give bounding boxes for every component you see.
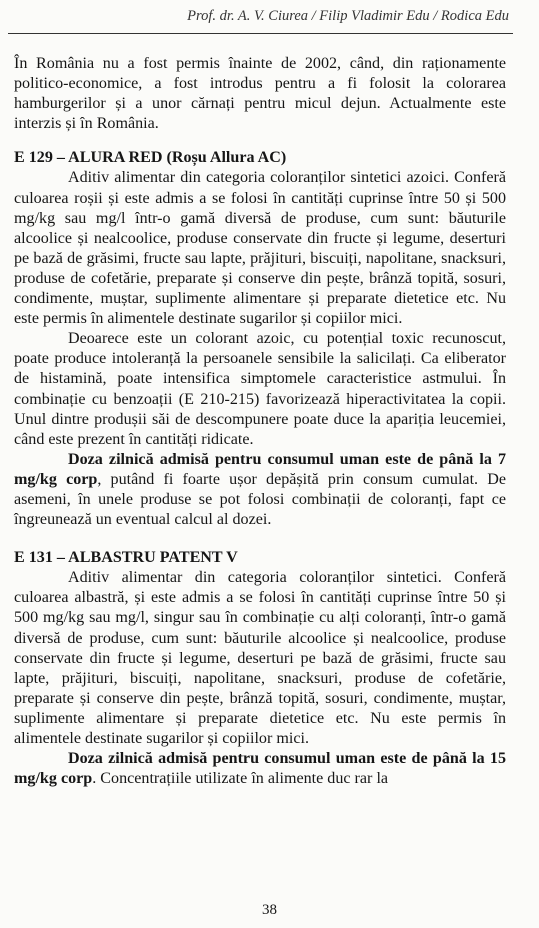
e129-dose-bold: Doza zilnică admisă pentru consumul uman este de până la 7 mg/kg corp bbox=[14, 450, 506, 488]
section-heading-e131: E 131 – ALBASTRU PATENT V bbox=[14, 549, 238, 567]
intro-paragraph: În România nu a fost permis înainte de 2002, când, din raționamente politico-economice, a fost introdus pentru a fi folosit la colorarea hamburgerilor și a unor cărnați pentru micul dejun. Actualmente este interzis și în România. bbox=[14, 55, 506, 133]
e129-paragraph-1: Aditiv alimentar din categoria coloranților sintetici azoici. Conferă culoarea roșii și este admis a se folosi în cantități cuprinse între 50 și 500 mg/kg sau mg/l într-o gamă diversă de produse, cum sunt: băuturile alcoolice și nealcoolice, produse conservate din fructe și legume, deserturi pe bază de grăsimi, fructe sau lapte, prăjituri, biscuiți, napolitane, snacksuri, produse de cofetărie, preparate și conserve din pește, brânză topită, sosuri, condimente, muștar, suplimente alimentare și preparate dietetice etc. Nu este permis în alimentele destinate sugarilor și copiilor mici. bbox=[14, 169, 506, 328]
section-heading-e129: E 129 – ALURA RED (Roșu Allura AC) bbox=[14, 149, 287, 167]
e129-dose-rest: , putând fi foarte ușor depășită prin consum cumulat. De asemeni, în unele produse se pot folosi combinații de coloranți, fapt ce îngreunează un eventual calcul al dozei. bbox=[14, 470, 506, 529]
running-header: Prof. dr. A. V. Ciurea / Filip Vladimir Edu / Rodica Edu bbox=[187, 8, 509, 24]
e129-paragraph-2: Deoarece este un colorant azoic, cu potențial toxic recunoscut, poate produce intoleranță la persoanele sensibile la salicilați. Ca eliberator de histamină, poate intensifica simptomele caracteristice astmului. În combinație cu benzoații (E 210-215) favorizează hiperactivitatea la copii. Unul dintre produșii săi de descompunere poate duce la apariția leucemiei, când este prezent în cantități ridicate. bbox=[14, 330, 506, 448]
e129-dose-paragraph bbox=[14, 450, 506, 530]
e131-paragraph-1: Aditiv alimentar din categoria coloranților sintetici. Conferă culoarea albastră, și este admis a se folosi în cantități cuprinse între 50 și 500 mg/kg sau mg/l, singur sau în combinație cu alți coloranți, într-o gamă diversă de produse, cum sunt: băuturile alcoolice și nealcoolice, produse conservate din fructe și legume, deserturi pe bază de grăsimi, fructe sau lapte, prăjituri, biscuiți, napolitane, snacksuri, produse de cofetărie, preparate și conserve din pește, brânză topită, sosuri, condimente, muștar, suplimente alimentare și preparate dietetice etc. Nu este permis în alimentele destinate sugarilor și copiilor mici. bbox=[14, 569, 506, 747]
page-number: 38 bbox=[262, 902, 277, 918]
page-body bbox=[14, 54, 506, 789]
header-rule bbox=[8, 33, 513, 34]
e131-dose-paragraph bbox=[14, 749, 506, 789]
e131-dose-rest: . Concentrațiile utilizate în alimente duc rar la bbox=[92, 770, 389, 788]
e131-dose-bold: Doza zilnică admisă pentru consumul uman este de până la 15 mg/kg corp bbox=[14, 750, 506, 788]
